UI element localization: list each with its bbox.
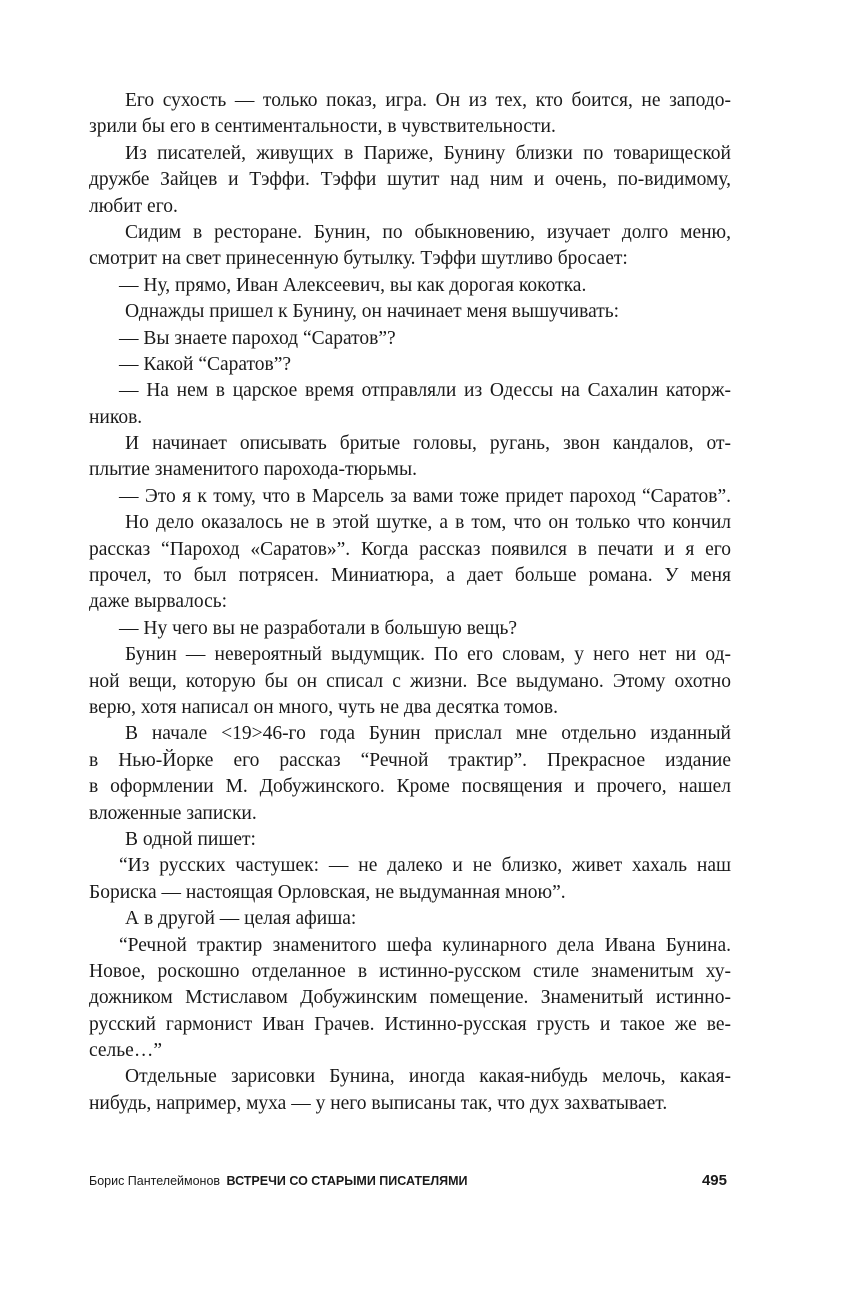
footer-author: Борис Пантелеймонов — [89, 1174, 221, 1188]
text-line: даже вырвалось: — [89, 591, 228, 613]
text-line: — Какой “Саратов”? — [119, 353, 292, 375]
text-line: И начинает описывать бритые головы, ругань, звон кандалов, от- — [125, 433, 731, 455]
text-line: смотрит на свет принесенную бутылку. Тэффи шутливо бросает: — [89, 248, 628, 270]
text-line: селье…” — [89, 1040, 162, 1062]
text-line: в Нью-Йорке его рассказ “Речной трактир”. Прекрасное издание — [89, 749, 731, 771]
text-line: Новое, роскошно отделанное в истинно-русском стиле знаменитым ху- — [89, 960, 731, 982]
text-line: Бунин — невероятный выдумщик. По его словам, у него нет ни од- — [125, 644, 731, 666]
text-line: верю, хотя написал он много, чуть не два десятка томов. — [89, 696, 558, 718]
text-line: Но дело оказалось не в этой шутке, а в том, что он только что кончил — [125, 512, 731, 534]
footer-book-title: ВСТРЕЧИ СО СТАРЫМИ ПИСАТЕЛЯМИ — [226, 1174, 468, 1188]
text-line: — На нем в царское время отправляли из Одессы на Сахалин каторж- — [119, 380, 731, 402]
text-line: — Ну чего вы не разработали в большую вещь? — [119, 617, 518, 639]
text-line: “Речной трактир знаменитого шефа кулинарного дела Ивана Бунина. — [119, 934, 731, 956]
page-number: 495 — [701, 1172, 727, 1189]
text-line: Отдельные зарисовки Бунина, иногда какая-нибудь мелочь, какая- — [125, 1066, 731, 1088]
text-line: вложенные записки. — [89, 802, 257, 824]
text-line: в оформлении М. Добужинского. Кроме посвящения и прочего, нашел — [89, 776, 731, 798]
text-line: Его сухость — только показ, игра. Он из тех, кто боится, не заподо- — [125, 90, 731, 111]
text-line: ников. — [89, 406, 143, 428]
text-line: плытие знаменитого парохода-тюрьмы. — [89, 459, 417, 481]
text-line: В одной пишет: — [125, 828, 256, 850]
text-line: “Из русских частушек: — не далеко и не близко, живет хахаль наш — [119, 855, 731, 877]
text-line: русский гармонист Иван Грачев. Истинно-русская грусть и такое же ве- — [89, 1013, 731, 1035]
text-line: зрили бы его в сентиментальности, в чувствительности. — [89, 116, 556, 138]
text-line: нибудь, например, муха — у него выписаны так, что дух захватывает. — [89, 1092, 668, 1114]
text-line: любит его. — [89, 195, 178, 217]
text-line: прочел, то был потрясен. Миниатюра, а дает больше романа. У меня — [89, 565, 731, 587]
text-line: А в другой — целая афиша: — [125, 908, 357, 930]
text-line: — Это я к тому, что в Марсель за вами тоже придет пароход “Саратов”. — [119, 485, 731, 507]
text-line: Сидим в ресторане. Бунин, по обыкновению, изучает долго меню, — [125, 221, 731, 243]
text-line: Из писателей, живущих в Париже, Бунину близки по товарищеской — [125, 142, 731, 164]
text-line: — Ну, прямо, Иван Алексеевич, вы как дорогая кокотка. — [119, 274, 587, 296]
text-line: Однажды пришел к Бунину, он начинает меня вышучивать: — [125, 301, 620, 323]
body-text — [89, 88, 731, 1117]
text-line: дружбе Зайцев и Тэффи. Тэффи шутит над ним и очень, по-видимому, — [89, 169, 731, 191]
text-line: — Вы знаете пароход “Саратов”? — [119, 327, 396, 349]
text-line: Бориска — настоящая Орловская, не выдуманная мною”. — [89, 881, 566, 903]
footer-caption — [89, 1174, 468, 1188]
text-line: В начале <19>46-го года Бунин прислал мне отдельно изданный — [125, 723, 731, 745]
running-footer — [89, 1170, 731, 1194]
text-line: дожником Мстиславом Добужинским помещение. Знаменитый истинно- — [89, 987, 731, 1009]
text-line: ной вещи, которую бы он списал с жизни. Все выдумано. Этому охотно — [89, 670, 731, 692]
text-line: рассказ “Пароход «Саратов»”. Когда рассказ появился в печати и я его — [89, 538, 731, 560]
